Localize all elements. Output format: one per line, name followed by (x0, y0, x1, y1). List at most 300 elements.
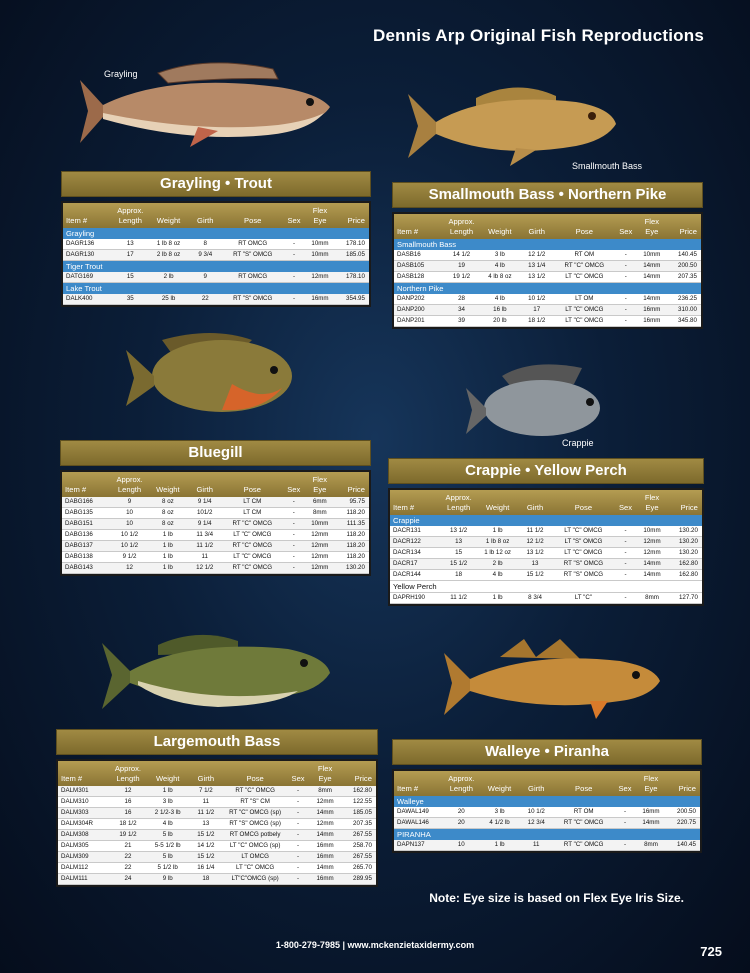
header-pose (554, 217, 615, 237)
cell-pose: RT "C" OMCG (563, 819, 604, 826)
cell-price: 185.05 (346, 251, 365, 258)
header-eye-label: Eye (645, 503, 659, 512)
cell-eye: 12mm (643, 538, 661, 545)
header-item-label: Item # (61, 774, 83, 783)
header-girth-label: Girth (528, 227, 545, 236)
header-item-label: Item # (397, 227, 419, 236)
cell-girth: 15 1/2 (197, 831, 215, 838)
cell-girth: 10 1/2 (527, 808, 545, 815)
cell-sex: - (297, 820, 300, 827)
header-item (63, 206, 112, 226)
cell-eye: 14mm (316, 831, 334, 838)
header-girth (518, 493, 552, 513)
price-table (390, 490, 702, 604)
cell-eye: 16mm (643, 317, 661, 324)
table-row (58, 830, 376, 841)
cell-item: DASB128 (397, 273, 425, 280)
header-item (394, 217, 443, 237)
page-title: Dennis Arp Original Fish Reproductions (373, 26, 704, 45)
cell-eye: 16mm (316, 842, 334, 849)
section-grayling-trout (61, 171, 371, 305)
cell-weight: 2 lb (492, 560, 503, 567)
cell-length: 10 1/2 (120, 542, 139, 549)
cell-length: 11 1/2 (450, 594, 467, 601)
crappie-image (462, 358, 612, 446)
cell-pose: LT "C" OMCG (233, 553, 272, 560)
header-girth-label: Girth (526, 503, 544, 512)
header-sex-label: Sex (618, 503, 633, 512)
cell-girth: 13 1/4 (528, 262, 546, 269)
footer (0, 940, 750, 950)
header-price (666, 774, 700, 794)
table-row (394, 261, 701, 272)
price-table (394, 771, 700, 851)
cell-weight: 3 lb (494, 808, 505, 815)
header-sex (614, 774, 635, 794)
header-pose (223, 764, 287, 784)
cell-price: 130.20 (346, 564, 365, 571)
table-row (394, 840, 700, 851)
cell-sex: - (623, 819, 627, 826)
cell-length: 12 (124, 787, 132, 794)
cell-item: DACR144 (393, 571, 421, 578)
cell-price: 354.95 (346, 295, 365, 302)
header-weight (148, 475, 188, 495)
cell-item: DALM303 (61, 809, 89, 816)
cell-weight: 4 1/2 lb (489, 819, 510, 826)
header-weight (147, 764, 188, 784)
header-weight-label: Weight (488, 227, 512, 236)
header-weight (480, 217, 520, 237)
cell-sex: - (292, 251, 296, 258)
table-row (394, 272, 701, 283)
table-row (58, 874, 376, 885)
cell-item: DACR131 (393, 527, 421, 534)
section-title: Bluegill (60, 440, 371, 466)
cell-eye: 10mm (311, 240, 329, 247)
cell-item: DAPRH190 (393, 594, 425, 601)
header-pose-label: Pose (243, 485, 261, 494)
cell-pose: LT "C" OMCG (565, 273, 604, 280)
cell-pose: RT "S" OMCG (233, 251, 273, 258)
cell-pose: RT "S" OMCG (563, 560, 604, 567)
cell-price: 162.80 (678, 571, 698, 578)
header-pose-label: Pose (575, 227, 593, 236)
header-sex (287, 764, 309, 784)
page-number: 725 (700, 944, 722, 959)
table-row (58, 797, 376, 808)
cell-sex: - (292, 553, 295, 560)
table-row (58, 841, 376, 852)
header-flex: Flex (644, 493, 660, 502)
cell-weight: 5-5 1/2 lb (154, 842, 181, 849)
header-length (112, 206, 149, 226)
cell-pose: RT "C" OMCG (232, 520, 273, 527)
group-header: PIRANHA (394, 829, 700, 840)
header-length (443, 774, 480, 794)
cell-item: DABG136 (65, 531, 93, 538)
header-eye (304, 475, 335, 495)
header-approx: Approx. (114, 764, 142, 773)
cell-price: 207.35 (678, 273, 697, 280)
cell-sex: - (292, 273, 296, 280)
cell-girth: 22 (201, 295, 209, 302)
cell-pose: RT "S" OMCG (233, 295, 273, 302)
smallmouth-bass-image (406, 78, 621, 170)
cell-pose: LT OM (575, 295, 594, 302)
header-pose-label: Pose (244, 216, 262, 225)
cell-girth: 13 (531, 560, 539, 567)
header-girth-label: Girth (196, 485, 213, 494)
table-row (390, 570, 702, 581)
cell-pose: LT "C" (574, 594, 593, 601)
group-header: Tiger Trout (63, 261, 369, 272)
cell-weight: 1 lb (492, 527, 503, 534)
cell-length: 19 (458, 262, 465, 269)
header-eye-label: Eye (318, 774, 332, 783)
cell-item: DALM308 (61, 831, 89, 838)
cell-item: DALM309 (61, 853, 89, 860)
crappie-label: Crappie (562, 438, 594, 448)
table-row (58, 852, 376, 863)
cell-weight: 1 lb (494, 841, 505, 848)
cell-length: 10 (126, 509, 133, 516)
cell-girth: 12 3/4 (527, 819, 545, 826)
cell-weight: 5 lb (162, 831, 173, 838)
table-row (390, 593, 702, 604)
smallmouth-label: Smallmouth Bass (572, 161, 643, 171)
walleye-image (440, 635, 665, 725)
footer-separator: | (342, 940, 346, 950)
cell-eye: 16mm (643, 306, 661, 313)
cell-length: 9 1/2 (122, 553, 137, 560)
cell-weight: 3 lb (162, 798, 173, 805)
cell-item: DALK400 (66, 295, 93, 302)
header-eye (636, 774, 667, 794)
cell-length: 15 1/2 (450, 560, 468, 567)
website-link[interactable]: www.mckenzietaxidermy.com (347, 940, 475, 950)
cell-item: DAWAL146 (397, 819, 429, 826)
cell-item: DACR134 (393, 549, 421, 556)
cell-girth: 9 3/4 (198, 251, 213, 258)
group-header: Grayling (63, 228, 369, 239)
cell-eye: 12mm (311, 564, 329, 571)
cell-price: 122.55 (353, 798, 372, 805)
header-sex-label: Sex (287, 216, 301, 225)
cell-pose: RT "C" OMCG (564, 262, 605, 269)
cell-weight: 1 lb (162, 531, 173, 538)
cell-weight: 1 lb (162, 553, 173, 560)
cell-length: 9 (127, 498, 132, 505)
cell-eye: 14mm (643, 295, 661, 302)
cell-girth: 13 1/2 (528, 273, 546, 280)
cell-item: DAGR136 (66, 240, 95, 247)
cell-item: DATG169 (66, 273, 94, 280)
header-eye (636, 217, 667, 237)
cell-eye: 10mm (643, 527, 661, 534)
header-pose (552, 493, 614, 513)
table-row (394, 818, 700, 829)
price-table (62, 472, 369, 574)
header-sex (283, 206, 304, 226)
header-sex-label: Sex (618, 784, 632, 793)
table-row (62, 541, 369, 552)
header-length-label: Length (449, 784, 473, 793)
cell-item: DASB16 (397, 251, 421, 258)
cell-eye: 14mm (643, 560, 661, 567)
header-pose (222, 206, 283, 226)
cell-girth: 8 3/4 (528, 594, 542, 601)
header-pose-label: Pose (575, 784, 593, 793)
header-flex: Flex (643, 774, 659, 783)
cell-sex: - (624, 251, 627, 258)
table-header (390, 490, 702, 515)
cell-pose: RT "C" OMCG (sp) (229, 809, 282, 816)
group-header: Crappie (390, 515, 702, 526)
cell-girth: 101/2 (196, 509, 213, 516)
cell-pose: LT "C" OMCG (sp) (229, 842, 281, 849)
table-row (390, 537, 702, 548)
cell-girth: 12 1/2 (526, 538, 544, 545)
header-flex: Flex (312, 475, 327, 484)
cell-pose: RT "C" OMCG (235, 787, 275, 794)
cell-sex: - (292, 498, 295, 505)
bluegill-image (122, 328, 302, 420)
cell-item: DABG143 (65, 564, 93, 571)
section-title: Grayling • Trout (61, 171, 371, 197)
header-length-label: Length (116, 774, 140, 783)
cell-item: DACR122 (393, 538, 421, 545)
cell-girth: 11 (201, 553, 208, 560)
cell-pose: RT OMCG (238, 273, 268, 280)
cell-weight: 1 lb 8 oz (156, 240, 181, 247)
cell-price: 140.45 (677, 841, 696, 848)
header-eye-label: Eye (313, 216, 327, 225)
header-eye-label: Eye (644, 784, 658, 793)
section-walleye-piranha (392, 739, 702, 851)
header-flex: Flex (312, 206, 328, 215)
header-approx: Approx. (445, 493, 472, 502)
cell-weight: 9 lb (162, 875, 173, 882)
cell-length: 20 (457, 819, 465, 826)
cell-girth: 10 1/2 (528, 295, 546, 302)
table-row (62, 519, 369, 530)
header-item-label: Item # (397, 784, 419, 793)
table-row (394, 294, 701, 305)
cell-length: 13 1/2 (450, 527, 468, 534)
cell-sex: - (624, 295, 627, 302)
header-price-label: Price (354, 774, 372, 783)
header-girth (188, 206, 222, 226)
table-header (63, 203, 369, 228)
cell-pose: RT OMCG potbely (229, 831, 281, 838)
cell-pose: LT "C" OMCG (233, 531, 272, 538)
cell-sex: - (292, 295, 296, 302)
cell-eye: 12mm (643, 549, 661, 556)
cell-sex: - (623, 808, 627, 815)
header-girth (519, 774, 553, 794)
cell-eye: 6mm (312, 498, 327, 505)
header-eye-label: Eye (645, 227, 659, 236)
table-header (394, 771, 700, 796)
header-price-label: Price (679, 227, 697, 236)
cell-item: DANP202 (397, 295, 425, 302)
cell-eye: 14mm (316, 809, 334, 816)
grayling-label: Grayling (104, 69, 138, 79)
group-header: Lake Trout (63, 283, 369, 294)
cell-girth: 15 1/2 (526, 571, 544, 578)
header-eye (305, 206, 336, 226)
cell-sex: - (292, 520, 295, 527)
cell-price: 118.20 (346, 553, 365, 560)
cell-price: 289.95 (353, 875, 372, 882)
cell-girth: 9 (203, 273, 207, 280)
cell-eye: 8mm (318, 787, 332, 794)
cell-girth: 7 1/2 (198, 787, 213, 794)
cell-sex: - (297, 831, 300, 838)
header-weight-label: Weight (155, 774, 180, 783)
table-row (394, 316, 701, 327)
section-title: Largemouth Bass (56, 729, 378, 755)
cell-price: 130.20 (678, 538, 698, 545)
header-price-label: Price (678, 784, 696, 793)
cell-length: 28 (458, 295, 465, 302)
cell-sex: - (623, 841, 627, 848)
cell-sex: - (624, 262, 627, 269)
header-price-label: Price (680, 503, 698, 512)
cell-sex: - (292, 240, 296, 247)
table-row (394, 807, 700, 818)
table-row (63, 250, 369, 261)
cell-girth: 13 1/2 (526, 549, 544, 556)
table-row (62, 552, 369, 563)
cell-price: 118.20 (346, 509, 365, 516)
cell-eye: 16mm (316, 875, 334, 882)
cell-item: DANP201 (397, 317, 425, 324)
price-table (63, 203, 369, 305)
header-approx: Approx. (117, 206, 144, 215)
cell-pose: RT OM (574, 251, 595, 258)
header-length (109, 764, 147, 784)
header-sex (283, 475, 304, 495)
header-price-label: Price (347, 485, 365, 494)
cell-girth: 18 1/2 (528, 317, 546, 324)
cell-girth: 11 3/4 (196, 531, 214, 538)
header-girth (520, 217, 554, 237)
cell-girth: 12 1/2 (196, 564, 214, 571)
cell-length: 14 1/2 (452, 251, 471, 258)
cell-girth: 11 1/2 (197, 809, 215, 816)
largemouth-bass-image (98, 625, 333, 720)
cell-length: 13 (455, 538, 463, 545)
cell-pose: RT "C" OMCG (232, 542, 273, 549)
header-pose-label: Pose (246, 774, 264, 783)
cell-item: DACR17 (393, 560, 418, 567)
cell-weight: 4 lb (162, 820, 173, 827)
cell-length: 39 (458, 317, 465, 324)
cell-weight: 25 lb (161, 295, 176, 302)
cell-girth: 9 1/4 (197, 498, 212, 505)
cell-price: 200.50 (677, 808, 696, 815)
header-item-label: Item # (66, 216, 88, 225)
cell-eye: 14mm (642, 819, 660, 826)
table-header (58, 761, 376, 786)
cell-item: DAGR130 (66, 251, 95, 258)
cell-weight: 1 lb (492, 594, 503, 601)
cell-girth: 18 (202, 875, 210, 882)
cell-girth: 17 (533, 306, 541, 313)
cell-eye: 8mm (645, 594, 659, 601)
section-title: Crappie • Yellow Perch (388, 458, 704, 484)
table-row (394, 250, 701, 261)
header-item (394, 774, 443, 794)
cell-price: 267.55 (353, 831, 372, 838)
cell-sex: - (292, 542, 295, 549)
cell-girth: 11 (533, 841, 540, 848)
cell-price: 185.05 (353, 809, 372, 816)
cell-pose: RT "C" OMCG (563, 841, 604, 848)
eye-size-note: Note: Eye size is based on Flex Eye Iris Size. (429, 891, 684, 905)
cell-price: 162.80 (678, 560, 698, 567)
table-row (62, 563, 369, 574)
cell-sex: - (292, 564, 295, 571)
table-row (62, 530, 369, 541)
table-row (63, 239, 369, 250)
cell-price: 220.75 (677, 819, 696, 826)
cell-eye: 12mm (311, 542, 329, 549)
cell-pose: RT "S" CM (240, 798, 270, 805)
cell-girth: 11 1/2 (196, 542, 214, 549)
cell-eye: 12mm (311, 531, 329, 538)
header-price (335, 475, 369, 495)
cell-sex: - (297, 864, 300, 871)
cell-pose: LT"C"OMCG (sp) (231, 875, 279, 882)
cell-eye: 14mm (643, 273, 661, 280)
cell-sex: - (297, 809, 300, 816)
cell-price: 265.70 (353, 864, 372, 871)
header-price (667, 217, 701, 237)
cell-length: 22 (124, 853, 132, 860)
cell-price: 111.35 (346, 520, 365, 527)
cell-price: 127.70 (678, 594, 698, 601)
cell-sex: - (624, 306, 627, 313)
header-girth (188, 475, 222, 495)
header-item-label: Item # (393, 503, 415, 512)
table-row (390, 548, 702, 559)
cell-price: 130.20 (678, 527, 698, 534)
cell-pose: LT "C" OMCG (565, 317, 604, 324)
table-row (63, 272, 369, 283)
cell-girth: 15 1/2 (197, 853, 215, 860)
cell-eye: 10mm (311, 520, 329, 527)
cell-eye: 16mm (311, 295, 329, 302)
header-girth-label: Girth (197, 774, 215, 783)
cell-price: 95.75 (349, 498, 365, 505)
header-length (440, 493, 477, 513)
cell-pose: LT CM (243, 498, 262, 505)
phone-number: 1-800-279-7985 (275, 940, 340, 950)
cell-weight: 2 1/2-3 lb (154, 809, 181, 816)
cell-length: 12 (126, 564, 133, 571)
header-weight (480, 774, 520, 794)
cell-weight: 3 lb (494, 251, 505, 258)
cell-girth: 12 1/2 (528, 251, 546, 258)
cell-length: 16 (124, 798, 132, 805)
cell-pose: RT OM (573, 808, 594, 815)
group-header: Walleye (394, 796, 700, 807)
cell-length: 17 (126, 251, 134, 258)
cell-item: DALM305 (61, 842, 89, 849)
